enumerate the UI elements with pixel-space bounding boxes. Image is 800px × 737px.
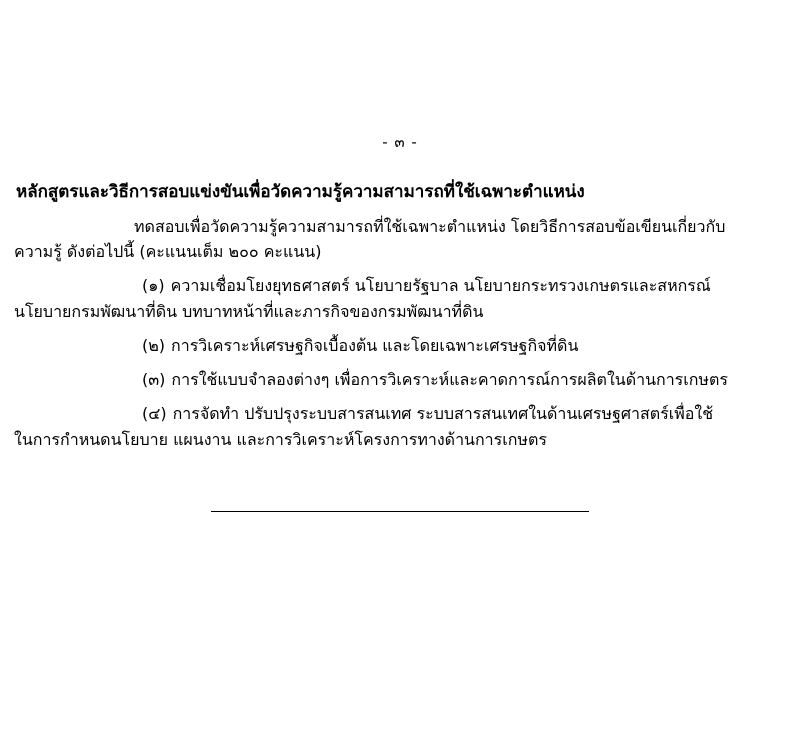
item-line-2: นโยบายกรมพัฒนาที่ดิน บทบาทหน้าที่และภารกิจของกรมพัฒนาที่ดิน (14, 302, 484, 322)
list-item (14, 367, 786, 393)
page-number: - ๓ - (382, 133, 418, 151)
item-line-1: การใช้แบบจำลองต่างๆ เพื่อการวิเคราะห์และคาดการณ์การผลิตในด้านการเกษตร (171, 370, 728, 390)
item-number: (๑) (142, 276, 165, 296)
list-item (14, 333, 786, 359)
item-line-2: ในการกำหนดนโยบาย แผนงาน และการวิเคราะห์โครงการทางด้านการเกษตร (14, 429, 547, 449)
document-page (0, 130, 800, 737)
intro-line-2: ความรู้ ดังต่อไปนี้ (คะแนนเต็ม ๒๐๐ คะแนน) (14, 242, 322, 262)
intro-paragraph (14, 214, 786, 266)
footer-divider-wrapper (14, 511, 786, 512)
item-line-1: การวิเคราะห์เศรษฐกิจเบื้องต้น และโดยเฉพาะเศรษฐกิจที่ดิน (171, 336, 579, 356)
footer-divider (211, 511, 589, 512)
item-number: (๓) (142, 370, 166, 390)
list-item (14, 273, 786, 325)
intro-line-1: ทดสอบเพื่อวัดความรู้ความสามารถที่ใช้เฉพาะตำแหน่ง โดยวิธีการสอบข้อเขียนเกี่ยวกับ (134, 216, 726, 236)
list-item (14, 401, 786, 453)
item-number: (๒) (142, 336, 166, 356)
section-heading: หลักสูตรและวิธีการสอบแข่งขันเพื่อวัดความรู้ความสามารถที่ใช้เฉพาะตำแหน่ง (16, 182, 585, 202)
item-number: (๔) (142, 403, 167, 423)
item-line-1: การจัดทำ ปรับปรุงระบบสารสนเทศ ระบบสารสนเทศในด้านเศรษฐศาสตร์เพื่อใช้ (172, 403, 714, 423)
item-line-1: ความเชื่อมโยงยุทธศาสตร์ นโยบายรัฐบาล นโยบายกระทรวงเกษตรและสหกรณ์ (170, 276, 711, 296)
